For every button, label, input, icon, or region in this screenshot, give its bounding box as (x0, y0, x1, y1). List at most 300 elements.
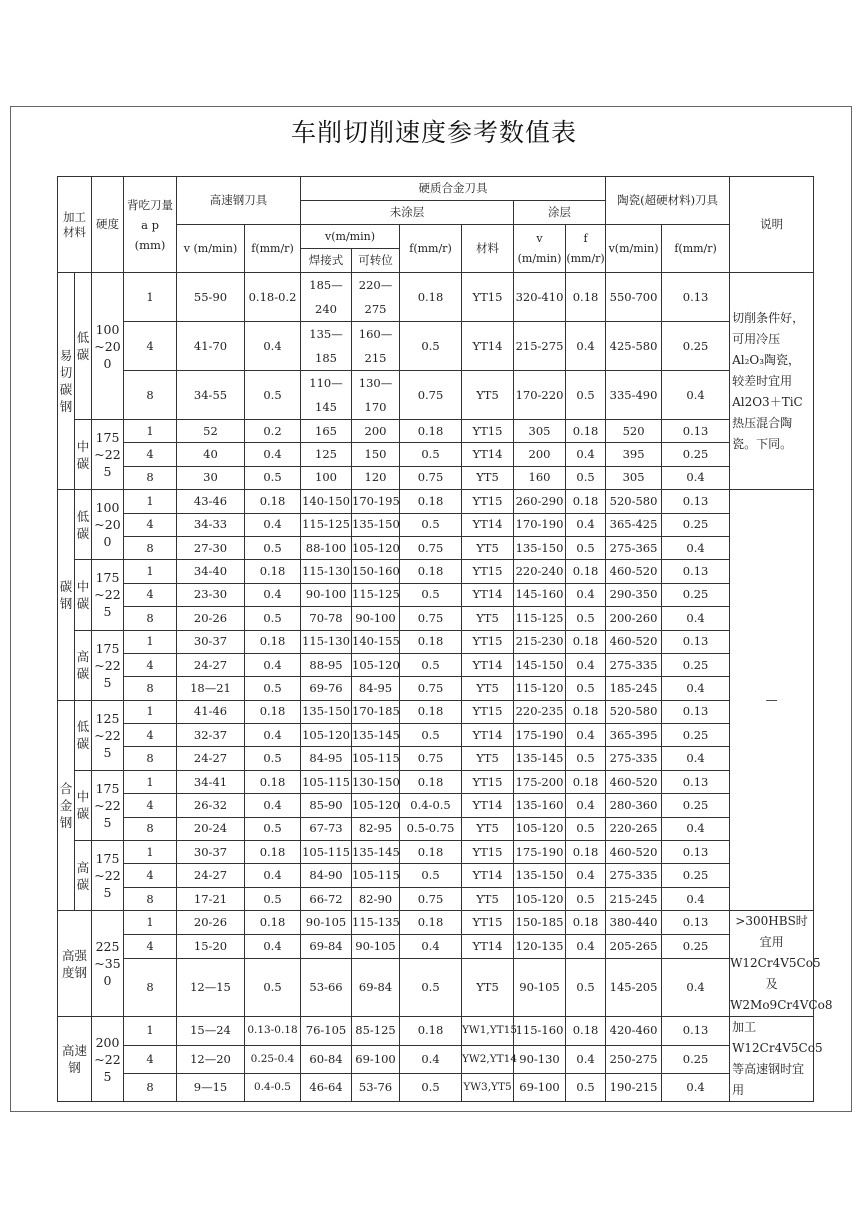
table-row (58, 864, 814, 887)
data-cell: 85-125 (352, 1017, 400, 1045)
data-cell: 0.18 (400, 841, 462, 864)
data-cell: 27-30 (177, 536, 245, 559)
data-cell: 105-115 (301, 841, 352, 864)
table-row (58, 466, 814, 489)
data-cell: 115-125 (514, 607, 566, 630)
data-cell: 275-335 (606, 747, 662, 770)
group-label: 高强度钢 (58, 911, 92, 1017)
data-cell: 395 (606, 443, 662, 466)
data-cell: 20-26 (177, 911, 245, 935)
data-cell: 460-520 (606, 841, 662, 864)
data-cell: 0.4 (662, 677, 730, 700)
data-cell: 41-70 (177, 322, 245, 371)
table-row (58, 1073, 814, 1101)
data-cell: 4 (124, 513, 177, 536)
notes-cell: — (730, 490, 814, 911)
data-cell: 0.5 (566, 466, 606, 489)
data-cell: 0.18 (245, 700, 301, 723)
data-cell: 0.25 (662, 794, 730, 817)
header-coated-f: f (mm/r) (566, 225, 606, 273)
data-cell: 0.5 (245, 466, 301, 489)
data-cell: 135-145 (514, 747, 566, 770)
data-cell: 120-135 (514, 935, 566, 959)
data-cell: 0.4 (662, 958, 730, 1016)
data-cell: 115-130 (301, 630, 352, 653)
data-cell: 1 (124, 841, 177, 864)
data-cell: 200 (352, 420, 400, 443)
data-cell: 135-150 (514, 864, 566, 887)
data-cell: 84-95 (301, 747, 352, 770)
data-cell: 115-125 (352, 583, 400, 606)
data-cell: 0.18 (566, 770, 606, 793)
header-carbide: 硬质合金刀具 (301, 177, 606, 201)
header-uncoated-f: f(mm/r) (400, 225, 462, 273)
data-cell: 12—20 (177, 1045, 245, 1073)
data-cell: 0.25 (662, 864, 730, 887)
data-cell: 0.4 (566, 513, 606, 536)
data-cell: 135-145 (352, 841, 400, 864)
data-cell: 220-240 (514, 560, 566, 583)
header-welded: 焊接式 (301, 249, 352, 273)
data-cell: YT14 (462, 443, 514, 466)
data-cell: 12—15 (177, 958, 245, 1016)
data-cell: 0.18 (566, 700, 606, 723)
hardness-cell: 200~225 (92, 1017, 124, 1102)
header-ceramic-v: v(m/min) (606, 225, 662, 273)
data-cell: 220-265 (606, 817, 662, 840)
data-cell: 335-490 (606, 371, 662, 420)
data-cell: 550-700 (606, 273, 662, 322)
data-cell: 0.5 (245, 536, 301, 559)
data-cell: 305 (514, 420, 566, 443)
data-cell: 150 (352, 443, 400, 466)
table-row (58, 653, 814, 676)
data-cell: 15-20 (177, 935, 245, 959)
header-material: 加工材料 (58, 177, 92, 273)
data-cell: 0.75 (400, 536, 462, 559)
data-cell: 0.5 (400, 958, 462, 1016)
data-cell: 0.5 (566, 1073, 606, 1101)
data-cell: 290-350 (606, 583, 662, 606)
data-cell: 8 (124, 747, 177, 770)
data-cell: 0.25 (662, 935, 730, 959)
hardness-cell: 100~200 (92, 273, 124, 420)
data-cell: 4 (124, 583, 177, 606)
data-cell: 60-84 (301, 1045, 352, 1073)
data-cell: 125 (301, 443, 352, 466)
table-row (58, 490, 814, 513)
data-cell: 260-290 (514, 490, 566, 513)
data-cell: 0.5 (400, 513, 462, 536)
data-cell: 0.4 (662, 747, 730, 770)
data-cell: YW3,YT5 (462, 1073, 514, 1101)
data-cell: 30-37 (177, 630, 245, 653)
data-cell: YT5 (462, 466, 514, 489)
header-hss: 高速钢刀具 (177, 177, 301, 225)
data-cell: 0.18 (566, 490, 606, 513)
data-cell: 0.5 (400, 1073, 462, 1101)
table-row (58, 958, 814, 1016)
data-cell: 250-275 (606, 1045, 662, 1073)
subgroup-label: 中碳 (75, 770, 92, 840)
data-cell: YT5 (462, 607, 514, 630)
data-cell: YT14 (462, 794, 514, 817)
data-cell: 0.4 (662, 536, 730, 559)
data-cell: 0.18 (245, 630, 301, 653)
data-cell: 135-145 (352, 724, 400, 747)
data-cell: 0.13 (662, 630, 730, 653)
data-cell: YT15 (462, 490, 514, 513)
header-hardness: 硬度 (92, 177, 124, 273)
data-cell: 0.18 (245, 841, 301, 864)
data-cell: 115-160 (514, 1017, 566, 1045)
hardness-cell: 175~225 (92, 560, 124, 630)
table-row (58, 607, 814, 630)
data-cell: 0.4 (245, 724, 301, 747)
data-cell: 0.18 (566, 1017, 606, 1045)
data-cell: 0.5 (400, 583, 462, 606)
data-cell: YT5 (462, 958, 514, 1016)
data-cell: 4 (124, 935, 177, 959)
data-cell: 1 (124, 911, 177, 935)
data-cell: 8 (124, 1073, 177, 1101)
notes-cell: 加工W12Cr4V5Co5等高速钢时宜用 (730, 1017, 814, 1102)
data-cell: 0.25 (662, 443, 730, 466)
data-cell: 90-100 (301, 583, 352, 606)
notes-cell: 切削条件好，可用冷压Al₂O₃陶瓷，较差时宜用Al2O3＋TiC热压混合陶瓷。下同。 (730, 273, 814, 490)
table-row (58, 371, 814, 420)
data-cell: 190-215 (606, 1073, 662, 1101)
header-ceramic: 陶瓷(超硬材料)刀具 (606, 177, 730, 225)
data-cell: 4 (124, 322, 177, 371)
data-cell: 90-105 (514, 958, 566, 1016)
data-cell: 0.4 (566, 583, 606, 606)
data-cell: 0.75 (400, 747, 462, 770)
data-cell: 0.13 (662, 490, 730, 513)
data-cell: 460-520 (606, 770, 662, 793)
header-coated: 涂层 (514, 201, 606, 225)
data-cell: 0.4 (566, 443, 606, 466)
data-cell: YT15 (462, 911, 514, 935)
header-uncoated-v: v(m/min) (301, 225, 400, 249)
data-cell: 4 (124, 443, 177, 466)
data-cell: YT15 (462, 700, 514, 723)
data-cell: 46-64 (301, 1073, 352, 1101)
data-cell: 520-580 (606, 490, 662, 513)
data-cell: 420-460 (606, 1017, 662, 1045)
data-cell: 0.4 (566, 724, 606, 747)
data-cell: 69-84 (301, 935, 352, 959)
data-cell: 8 (124, 958, 177, 1016)
group-label: 高速钢 (58, 1017, 92, 1102)
data-cell: 115-120 (514, 677, 566, 700)
data-cell: 0.13 (662, 700, 730, 723)
data-cell: 220-235 (514, 700, 566, 723)
data-cell: 23-30 (177, 583, 245, 606)
data-cell: YT15 (462, 630, 514, 653)
header-indexable: 可转位 (352, 249, 400, 273)
data-cell: 18—21 (177, 677, 245, 700)
data-cell: 135-150 (301, 700, 352, 723)
data-cell: 0.5 (566, 536, 606, 559)
table-row (58, 536, 814, 559)
data-cell: YT14 (462, 724, 514, 747)
data-cell: 0.13 (662, 1017, 730, 1045)
data-cell: 41-46 (177, 700, 245, 723)
data-cell: 26-32 (177, 794, 245, 817)
data-cell: 90-130 (514, 1045, 566, 1073)
data-cell: 100 (301, 466, 352, 489)
data-cell: 175-190 (514, 841, 566, 864)
data-cell: 105-120 (352, 794, 400, 817)
data-cell: 69-100 (352, 1045, 400, 1073)
data-cell: 0.5 (245, 817, 301, 840)
data-cell: 0.18 (400, 490, 462, 513)
data-cell: 165 (301, 420, 352, 443)
data-cell: 170-185 (352, 700, 400, 723)
data-cell: 0.4 (662, 887, 730, 910)
data-cell: 0.5 (566, 677, 606, 700)
data-cell: 0.18 (566, 420, 606, 443)
data-cell: 0.5 (566, 817, 606, 840)
data-cell: 8 (124, 371, 177, 420)
data-cell: 105-120 (352, 536, 400, 559)
data-cell: 9—15 (177, 1073, 245, 1101)
data-cell: YT15 (462, 420, 514, 443)
subgroup-label: 中碳 (75, 560, 92, 630)
data-cell: 0.2 (245, 420, 301, 443)
data-cell: 520-580 (606, 700, 662, 723)
data-cell: YT5 (462, 677, 514, 700)
hardness-cell: 175~225 (92, 770, 124, 840)
data-cell: 145-160 (514, 583, 566, 606)
data-cell: 0.4 (566, 1045, 606, 1073)
data-cell: 88-95 (301, 653, 352, 676)
data-cell: 130—170 (352, 371, 400, 420)
data-cell: 66-72 (301, 887, 352, 910)
data-cell: 85-90 (301, 794, 352, 817)
data-cell: 4 (124, 794, 177, 817)
data-cell: YW2,YT14 (462, 1045, 514, 1073)
data-cell: 0.25 (662, 653, 730, 676)
data-cell: 520 (606, 420, 662, 443)
subgroup-label: 低碳 (75, 490, 92, 560)
data-cell: 460-520 (606, 630, 662, 653)
table-row (58, 700, 814, 723)
data-cell: 0.18 (400, 911, 462, 935)
data-cell: 0.18 (400, 273, 462, 322)
data-cell: 0.75 (400, 677, 462, 700)
data-cell: 200 (514, 443, 566, 466)
data-cell: 0.4 (566, 653, 606, 676)
data-cell: 43-46 (177, 490, 245, 513)
data-cell: 220—275 (352, 273, 400, 322)
data-cell: 130-150 (352, 770, 400, 793)
data-cell: 1 (124, 630, 177, 653)
data-cell: 0.18 (245, 560, 301, 583)
data-cell: YT5 (462, 536, 514, 559)
data-cell: 69-100 (514, 1073, 566, 1101)
data-cell: 0.18 (566, 841, 606, 864)
data-cell: 69-76 (301, 677, 352, 700)
data-cell: YT14 (462, 864, 514, 887)
data-cell: YT5 (462, 887, 514, 910)
data-cell: 0.13 (662, 420, 730, 443)
table-row (58, 911, 814, 935)
data-cell: 0.5 (245, 371, 301, 420)
data-cell: 76-105 (301, 1017, 352, 1045)
table-row (58, 1045, 814, 1073)
data-cell: 365-425 (606, 513, 662, 536)
data-cell: 55-90 (177, 273, 245, 322)
group-label: 碳钢 (58, 490, 75, 701)
data-cell: 0.5 (566, 747, 606, 770)
data-cell: 1 (124, 1017, 177, 1045)
data-cell: 0.18 (566, 273, 606, 322)
data-cell: 4 (124, 724, 177, 747)
data-cell: 0.4 (245, 513, 301, 536)
data-cell: 0.4 (245, 583, 301, 606)
data-cell: 0.4 (566, 322, 606, 371)
data-cell: 0.25 (662, 1045, 730, 1073)
data-cell: 0.4 (566, 935, 606, 959)
data-cell: YT15 (462, 273, 514, 322)
data-cell: 0.4 (245, 322, 301, 371)
data-cell: 34-40 (177, 560, 245, 583)
data-cell: YT14 (462, 322, 514, 371)
data-cell: 0.5 (400, 322, 462, 371)
data-cell: 24-27 (177, 864, 245, 887)
data-cell: 135-150 (352, 513, 400, 536)
data-cell: 0.75 (400, 466, 462, 489)
data-cell: 1 (124, 420, 177, 443)
data-cell: 40 (177, 443, 245, 466)
hardness-cell: 225~350 (92, 911, 124, 1017)
data-cell: 8 (124, 887, 177, 910)
data-cell: 0.25 (662, 724, 730, 747)
data-cell: 0.18 (566, 560, 606, 583)
data-cell: YT15 (462, 560, 514, 583)
data-cell: 88-100 (301, 536, 352, 559)
data-cell: 0.18 (400, 560, 462, 583)
hardness-cell: 175~225 (92, 841, 124, 911)
table-row (58, 1017, 814, 1045)
data-cell: 0.25 (662, 322, 730, 371)
data-cell: 0.5 (400, 653, 462, 676)
data-cell: 0.13 (662, 770, 730, 793)
data-cell: 69-84 (352, 958, 400, 1016)
data-cell: 170-220 (514, 371, 566, 420)
data-cell: 140-155 (352, 630, 400, 653)
data-cell: 170-195 (352, 490, 400, 513)
data-cell: 0.5-0.75 (400, 817, 462, 840)
table-row (58, 887, 814, 910)
data-cell: 280-360 (606, 794, 662, 817)
page-title: 车削切削速度参考数值表 (290, 118, 577, 147)
data-cell: 30 (177, 466, 245, 489)
data-cell: 0.18 (400, 700, 462, 723)
data-cell: 425-580 (606, 322, 662, 371)
data-cell: 0.75 (400, 607, 462, 630)
data-cell: 82-95 (352, 817, 400, 840)
subgroup-label: 高碳 (75, 841, 92, 911)
data-cell: 175-200 (514, 770, 566, 793)
data-cell: 34-33 (177, 513, 245, 536)
data-cell: 460-520 (606, 560, 662, 583)
table-row (58, 724, 814, 747)
data-cell: 140-150 (301, 490, 352, 513)
data-cell: 0.5 (400, 864, 462, 887)
data-cell: 145-150 (514, 653, 566, 676)
table-row (58, 513, 814, 536)
data-cell: 0.18-0.2 (245, 273, 301, 322)
data-cell: YT5 (462, 817, 514, 840)
data-cell: 4 (124, 1045, 177, 1073)
data-cell: 0.5 (245, 887, 301, 910)
header-coated-v: v (m/min) (514, 225, 566, 273)
data-cell: YT5 (462, 371, 514, 420)
table-row (58, 677, 814, 700)
data-cell: 4 (124, 653, 177, 676)
data-cell: 0.18 (400, 630, 462, 653)
data-cell: 160 (514, 466, 566, 489)
data-cell: 0.25 (662, 513, 730, 536)
data-cell: 0.5 (245, 677, 301, 700)
data-cell: 52 (177, 420, 245, 443)
table-row (58, 747, 814, 770)
data-cell: 105-115 (352, 747, 400, 770)
data-cell: 8 (124, 817, 177, 840)
data-cell: 1 (124, 560, 177, 583)
data-cell: 215-230 (514, 630, 566, 653)
header-tool-material: 材料 (462, 225, 514, 273)
data-cell: 53-66 (301, 958, 352, 1016)
table-row (58, 794, 814, 817)
data-cell: 8 (124, 536, 177, 559)
data-cell: 0.4 (662, 371, 730, 420)
data-cell: 0.13 (662, 273, 730, 322)
table-row (58, 841, 814, 864)
data-cell: 8 (124, 466, 177, 489)
data-cell: 0.5 (245, 607, 301, 630)
data-cell: 0.18 (566, 630, 606, 653)
data-cell: 0.18 (400, 770, 462, 793)
data-cell: 17-21 (177, 887, 245, 910)
data-cell: 135—185 (301, 322, 352, 371)
header-depth: 背吃刀量a p (mm) (124, 177, 177, 273)
data-cell: YW1,YT15 (462, 1017, 514, 1045)
data-cell: 0.18 (245, 490, 301, 513)
data-cell: 0.18 (566, 911, 606, 935)
data-cell: 170-190 (514, 513, 566, 536)
data-cell: 145-205 (606, 958, 662, 1016)
data-cell: 160—215 (352, 322, 400, 371)
header-ceramic-f: f(mm/r) (662, 225, 730, 273)
data-cell: 150-185 (514, 911, 566, 935)
notes-cell: >300HBS时宜用W12Cr4V5Co5及W2Mo9Cr4VCo8 (730, 911, 814, 1017)
table-row (58, 560, 814, 583)
data-cell: 0.5 (566, 887, 606, 910)
data-cell: 30-37 (177, 841, 245, 864)
data-cell: 4 (124, 864, 177, 887)
data-cell: 34-55 (177, 371, 245, 420)
data-cell: 1 (124, 700, 177, 723)
data-cell: 200-260 (606, 607, 662, 630)
data-cell: 135-150 (514, 536, 566, 559)
subgroup-label: 低碳 (75, 700, 92, 770)
data-cell: 20-24 (177, 817, 245, 840)
data-cell: 0.25 (662, 583, 730, 606)
